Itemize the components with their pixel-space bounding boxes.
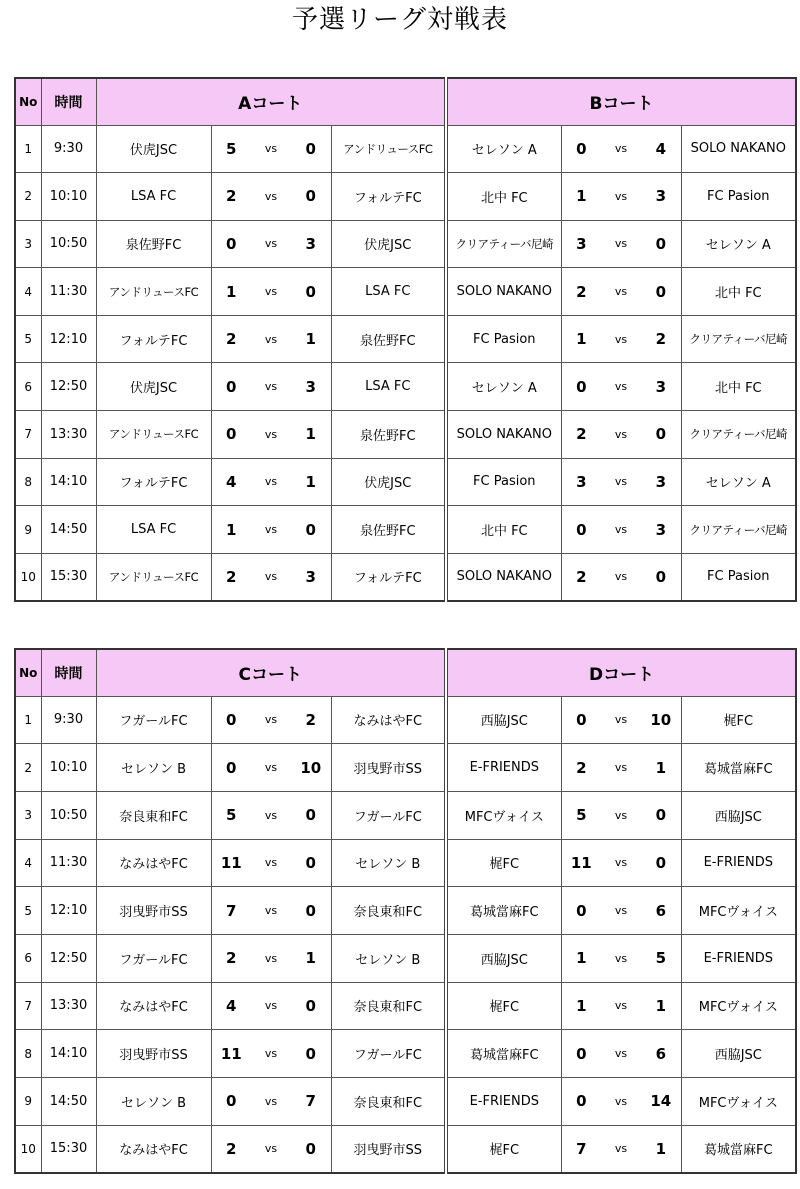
match-number: 9 <box>15 1078 41 1126</box>
header-row <box>15 78 796 125</box>
right-home-score: 0 <box>561 887 601 935</box>
match-number: 10 <box>15 1125 41 1173</box>
right-away-team: セレソン A <box>681 458 796 506</box>
right-vs-label: vs <box>601 411 641 459</box>
right-home-team: 葛城當麻FC <box>446 1030 561 1078</box>
left-home-team: セレソン B <box>96 1078 211 1126</box>
left-away-team: 泉佐野FC <box>331 506 446 554</box>
right-away-team: MFCヴォイス <box>681 982 796 1030</box>
left-home-team: LSA FC <box>96 506 211 554</box>
left-away-score: 0 <box>291 887 331 935</box>
right-home-score: 0 <box>561 696 601 744</box>
left-away-score: 1 <box>291 411 331 459</box>
left-away-score: 10 <box>291 744 331 792</box>
right-home-team: 北中 FC <box>446 506 561 554</box>
right-away-score: 6 <box>641 1030 681 1078</box>
match-row <box>15 553 796 601</box>
left-home-score: 5 <box>211 791 251 839</box>
left-vs-label: vs <box>251 411 291 459</box>
left-home-score: 0 <box>211 411 251 459</box>
match-row <box>15 696 796 744</box>
left-away-team: 羽曳野市SS <box>331 1125 446 1173</box>
right-home-team: MFCヴォイス <box>446 791 561 839</box>
right-home-score: 0 <box>561 1030 601 1078</box>
match-row <box>15 744 796 792</box>
left-away-score: 3 <box>291 553 331 601</box>
right-away-team: FC Pasion <box>681 553 796 601</box>
right-home-team: E-FRIENDS <box>446 1078 561 1126</box>
right-away-score: 1 <box>641 744 681 792</box>
header-court-left: Cコート <box>96 649 446 696</box>
left-vs-label: vs <box>251 1030 291 1078</box>
header-row <box>15 649 796 696</box>
right-away-team: SOLO NAKANO <box>681 125 796 173</box>
left-vs-label: vs <box>251 744 291 792</box>
left-home-score: 2 <box>211 1125 251 1173</box>
right-home-score: 2 <box>561 411 601 459</box>
left-home-score: 2 <box>211 173 251 221</box>
match-time: 12:50 <box>41 934 96 982</box>
left-home-score: 0 <box>211 220 251 268</box>
right-vs-label: vs <box>601 125 641 173</box>
header-no: No <box>15 78 41 125</box>
left-home-team: フガールFC <box>96 696 211 744</box>
right-home-score: 3 <box>561 458 601 506</box>
right-home-score: 0 <box>561 506 601 554</box>
right-away-team: E-FRIENDS <box>681 934 796 982</box>
right-home-team: セレソン A <box>446 125 561 173</box>
match-number: 2 <box>15 173 41 221</box>
match-number: 7 <box>15 411 41 459</box>
left-home-score: 2 <box>211 553 251 601</box>
match-time: 10:10 <box>41 173 96 221</box>
left-home-team: 泉佐野FC <box>96 220 211 268</box>
right-away-team: E-FRIENDS <box>681 839 796 887</box>
match-number: 1 <box>15 696 41 744</box>
right-vs-label: vs <box>601 744 641 792</box>
left-vs-label: vs <box>251 363 291 411</box>
right-home-score: 1 <box>561 934 601 982</box>
header-no: No <box>15 649 41 696</box>
match-row <box>15 791 796 839</box>
match-time: 11:30 <box>41 268 96 316</box>
left-away-team: LSA FC <box>331 268 446 316</box>
match-time: 9:30 <box>41 125 96 173</box>
right-home-score: 1 <box>561 315 601 363</box>
right-home-score: 0 <box>561 1078 601 1126</box>
right-away-score: 0 <box>641 220 681 268</box>
right-home-team: 梶FC <box>446 839 561 887</box>
match-time: 14:10 <box>41 458 96 506</box>
match-time: 13:30 <box>41 411 96 459</box>
right-home-score: 0 <box>561 363 601 411</box>
match-time: 15:30 <box>41 1125 96 1173</box>
match-row <box>15 1125 796 1173</box>
match-number: 2 <box>15 744 41 792</box>
header-court-right: Bコート <box>446 78 796 125</box>
header-court-right: Dコート <box>446 649 796 696</box>
left-home-score: 11 <box>211 1030 251 1078</box>
right-vs-label: vs <box>601 934 641 982</box>
left-home-score: 1 <box>211 268 251 316</box>
right-vs-label: vs <box>601 458 641 506</box>
right-away-score: 10 <box>641 696 681 744</box>
left-home-team: フォルテFC <box>96 458 211 506</box>
left-vs-label: vs <box>251 839 291 887</box>
match-time: 12:10 <box>41 315 96 363</box>
right-home-score: 2 <box>561 553 601 601</box>
left-away-score: 0 <box>291 791 331 839</box>
right-home-team: 北中 FC <box>446 173 561 221</box>
left-away-score: 0 <box>291 173 331 221</box>
left-away-team: 泉佐野FC <box>331 411 446 459</box>
left-vs-label: vs <box>251 1125 291 1173</box>
right-vs-label: vs <box>601 1030 641 1078</box>
right-away-score: 0 <box>641 553 681 601</box>
right-away-team: 梶FC <box>681 696 796 744</box>
left-away-team: 伏虎JSC <box>331 458 446 506</box>
match-number: 5 <box>15 315 41 363</box>
right-vs-label: vs <box>601 839 641 887</box>
left-home-team: アンドリュースFC <box>96 553 211 601</box>
right-away-team: MFCヴォイス <box>681 1078 796 1126</box>
match-row <box>15 173 796 221</box>
match-number: 3 <box>15 791 41 839</box>
right-away-team: 葛城當麻FC <box>681 744 796 792</box>
match-row <box>15 887 796 935</box>
left-vs-label: vs <box>251 982 291 1030</box>
right-vs-label: vs <box>601 1078 641 1126</box>
left-away-team: 奈良東和FC <box>331 1078 446 1126</box>
match-time: 10:50 <box>41 220 96 268</box>
match-row <box>15 506 796 554</box>
right-home-score: 0 <box>561 125 601 173</box>
match-time: 12:50 <box>41 363 96 411</box>
left-home-score: 11 <box>211 839 251 887</box>
right-vs-label: vs <box>601 696 641 744</box>
right-away-score: 5 <box>641 934 681 982</box>
left-away-team: セレソン B <box>331 934 446 982</box>
right-vs-label: vs <box>601 315 641 363</box>
right-away-team: MFCヴォイス <box>681 887 796 935</box>
right-home-score: 11 <box>561 839 601 887</box>
left-away-score: 0 <box>291 125 331 173</box>
left-home-score: 0 <box>211 1078 251 1126</box>
match-row <box>15 839 796 887</box>
match-number: 10 <box>15 553 41 601</box>
right-away-score: 0 <box>641 411 681 459</box>
left-home-team: 奈良東和FC <box>96 791 211 839</box>
match-number: 8 <box>15 1030 41 1078</box>
right-vs-label: vs <box>601 173 641 221</box>
left-away-team: フガールFC <box>331 1030 446 1078</box>
left-vs-label: vs <box>251 173 291 221</box>
match-number: 5 <box>15 887 41 935</box>
right-home-team: 西脇JSC <box>446 696 561 744</box>
left-away-team: 奈良東和FC <box>331 887 446 935</box>
right-home-team: 梶FC <box>446 982 561 1030</box>
right-vs-label: vs <box>601 363 641 411</box>
left-vs-label: vs <box>251 125 291 173</box>
right-away-score: 1 <box>641 1125 681 1173</box>
right-away-score: 0 <box>641 791 681 839</box>
left-away-team: 羽曳野市SS <box>331 744 446 792</box>
right-away-team: 北中 FC <box>681 363 796 411</box>
right-home-score: 1 <box>561 173 601 221</box>
match-row <box>15 1078 796 1126</box>
match-row <box>15 315 796 363</box>
match-row <box>15 268 796 316</box>
left-away-score: 3 <box>291 220 331 268</box>
right-home-team: 西脇JSC <box>446 934 561 982</box>
left-home-team: セレソン B <box>96 744 211 792</box>
left-vs-label: vs <box>251 696 291 744</box>
left-away-score: 0 <box>291 1030 331 1078</box>
left-away-team: 伏虎JSC <box>331 220 446 268</box>
right-away-team: 葛城當麻FC <box>681 1125 796 1173</box>
right-away-team: セレソン A <box>681 220 796 268</box>
left-home-score: 7 <box>211 887 251 935</box>
right-home-score: 2 <box>561 744 601 792</box>
right-vs-label: vs <box>601 506 641 554</box>
left-away-score: 2 <box>291 696 331 744</box>
left-away-score: 0 <box>291 506 331 554</box>
right-home-team: FC Pasion <box>446 315 561 363</box>
right-away-score: 3 <box>641 458 681 506</box>
left-away-score: 1 <box>291 934 331 982</box>
left-away-score: 0 <box>291 839 331 887</box>
left-away-team: セレソン B <box>331 839 446 887</box>
left-home-team: なみはやFC <box>96 839 211 887</box>
match-time: 10:50 <box>41 791 96 839</box>
right-home-team: E-FRIENDS <box>446 744 561 792</box>
right-home-team: SOLO NAKANO <box>446 411 561 459</box>
left-away-team: LSA FC <box>331 363 446 411</box>
right-away-score: 3 <box>641 363 681 411</box>
right-home-score: 5 <box>561 791 601 839</box>
left-home-score: 4 <box>211 458 251 506</box>
right-away-score: 1 <box>641 982 681 1030</box>
match-number: 1 <box>15 125 41 173</box>
left-away-team: フォルテFC <box>331 553 446 601</box>
right-vs-label: vs <box>601 553 641 601</box>
right-away-team: クリアティーバ尼崎 <box>681 315 796 363</box>
right-away-team: 北中 FC <box>681 268 796 316</box>
left-away-score: 0 <box>291 1125 331 1173</box>
match-number: 6 <box>15 934 41 982</box>
left-vs-label: vs <box>251 791 291 839</box>
right-home-team: セレソン A <box>446 363 561 411</box>
left-home-score: 5 <box>211 125 251 173</box>
match-time: 13:30 <box>41 982 96 1030</box>
left-home-score: 2 <box>211 315 251 363</box>
left-home-team: アンドリュースFC <box>96 411 211 459</box>
right-away-score: 0 <box>641 839 681 887</box>
left-home-score: 0 <box>211 363 251 411</box>
left-home-team: 伏虎JSC <box>96 363 211 411</box>
left-vs-label: vs <box>251 458 291 506</box>
match-number: 4 <box>15 268 41 316</box>
right-home-team: FC Pasion <box>446 458 561 506</box>
match-row <box>15 363 796 411</box>
left-away-score: 3 <box>291 363 331 411</box>
right-home-team: 葛城當麻FC <box>446 887 561 935</box>
match-row <box>15 458 796 506</box>
right-vs-label: vs <box>601 982 641 1030</box>
match-row <box>15 411 796 459</box>
left-away-score: 0 <box>291 268 331 316</box>
left-away-team: フガールFC <box>331 791 446 839</box>
right-vs-label: vs <box>601 1125 641 1173</box>
left-vs-label: vs <box>251 553 291 601</box>
right-away-score: 3 <box>641 506 681 554</box>
left-home-team: 羽曳野市SS <box>96 887 211 935</box>
right-away-score: 14 <box>641 1078 681 1126</box>
left-away-team: 奈良東和FC <box>331 982 446 1030</box>
right-home-team: クリアティーバ尼崎 <box>446 220 561 268</box>
match-time: 12:10 <box>41 887 96 935</box>
header-time: 時間 <box>41 78 96 125</box>
right-vs-label: vs <box>601 887 641 935</box>
right-home-team: 梶FC <box>446 1125 561 1173</box>
match-number: 9 <box>15 506 41 554</box>
match-row <box>15 220 796 268</box>
match-row <box>15 982 796 1030</box>
match-number: 8 <box>15 458 41 506</box>
left-vs-label: vs <box>251 934 291 982</box>
left-away-team: アンドリュースFC <box>331 125 446 173</box>
right-away-team: クリアティーバ尼崎 <box>681 506 796 554</box>
right-away-score: 2 <box>641 315 681 363</box>
match-time: 15:30 <box>41 553 96 601</box>
header-time: 時間 <box>41 649 96 696</box>
left-home-team: LSA FC <box>96 173 211 221</box>
left-vs-label: vs <box>251 315 291 363</box>
left-away-score: 1 <box>291 315 331 363</box>
match-time: 14:50 <box>41 506 96 554</box>
left-home-team: フォルテFC <box>96 315 211 363</box>
left-home-team: アンドリュースFC <box>96 268 211 316</box>
left-home-team: なみはやFC <box>96 1125 211 1173</box>
right-away-team: 西脇JSC <box>681 1030 796 1078</box>
left-home-score: 0 <box>211 744 251 792</box>
right-away-score: 4 <box>641 125 681 173</box>
left-away-team: 泉佐野FC <box>331 315 446 363</box>
match-number: 7 <box>15 982 41 1030</box>
left-home-team: なみはやFC <box>96 982 211 1030</box>
right-away-score: 3 <box>641 173 681 221</box>
right-home-team: SOLO NAKANO <box>446 268 561 316</box>
match-number: 6 <box>15 363 41 411</box>
left-vs-label: vs <box>251 506 291 554</box>
match-time: 14:50 <box>41 1078 96 1126</box>
right-away-team: 西脇JSC <box>681 791 796 839</box>
left-home-score: 4 <box>211 982 251 1030</box>
left-away-team: なみはやFC <box>331 696 446 744</box>
right-home-score: 2 <box>561 268 601 316</box>
left-home-team: 伏虎JSC <box>96 125 211 173</box>
right-away-score: 0 <box>641 268 681 316</box>
left-vs-label: vs <box>251 887 291 935</box>
left-vs-label: vs <box>251 268 291 316</box>
right-away-score: 6 <box>641 887 681 935</box>
header-court-left: Aコート <box>96 78 446 125</box>
match-number: 3 <box>15 220 41 268</box>
page-title: 予選リーグ対戦表 <box>291 5 508 35</box>
right-away-team: FC Pasion <box>681 173 796 221</box>
schedule-table-ab <box>14 77 797 602</box>
right-vs-label: vs <box>601 268 641 316</box>
right-vs-label: vs <box>601 791 641 839</box>
left-away-team: フォルテFC <box>331 173 446 221</box>
left-home-team: フガールFC <box>96 934 211 982</box>
left-vs-label: vs <box>251 220 291 268</box>
match-time: 9:30 <box>41 696 96 744</box>
right-home-score: 3 <box>561 220 601 268</box>
left-away-score: 7 <box>291 1078 331 1126</box>
match-time: 11:30 <box>41 839 96 887</box>
left-away-score: 0 <box>291 982 331 1030</box>
right-home-score: 1 <box>561 982 601 1030</box>
left-home-score: 0 <box>211 696 251 744</box>
left-away-score: 1 <box>291 458 331 506</box>
schedule-table-cd <box>14 648 797 1174</box>
left-home-score: 2 <box>211 934 251 982</box>
match-time: 14:10 <box>41 1030 96 1078</box>
right-home-team: SOLO NAKANO <box>446 553 561 601</box>
left-home-score: 1 <box>211 506 251 554</box>
right-vs-label: vs <box>601 220 641 268</box>
match-time: 10:10 <box>41 744 96 792</box>
match-row <box>15 934 796 982</box>
match-number: 4 <box>15 839 41 887</box>
right-home-score: 7 <box>561 1125 601 1173</box>
left-home-team: 羽曳野市SS <box>96 1030 211 1078</box>
match-row <box>15 125 796 173</box>
left-vs-label: vs <box>251 1078 291 1126</box>
match-row <box>15 1030 796 1078</box>
right-away-team: クリアティーバ尼崎 <box>681 411 796 459</box>
